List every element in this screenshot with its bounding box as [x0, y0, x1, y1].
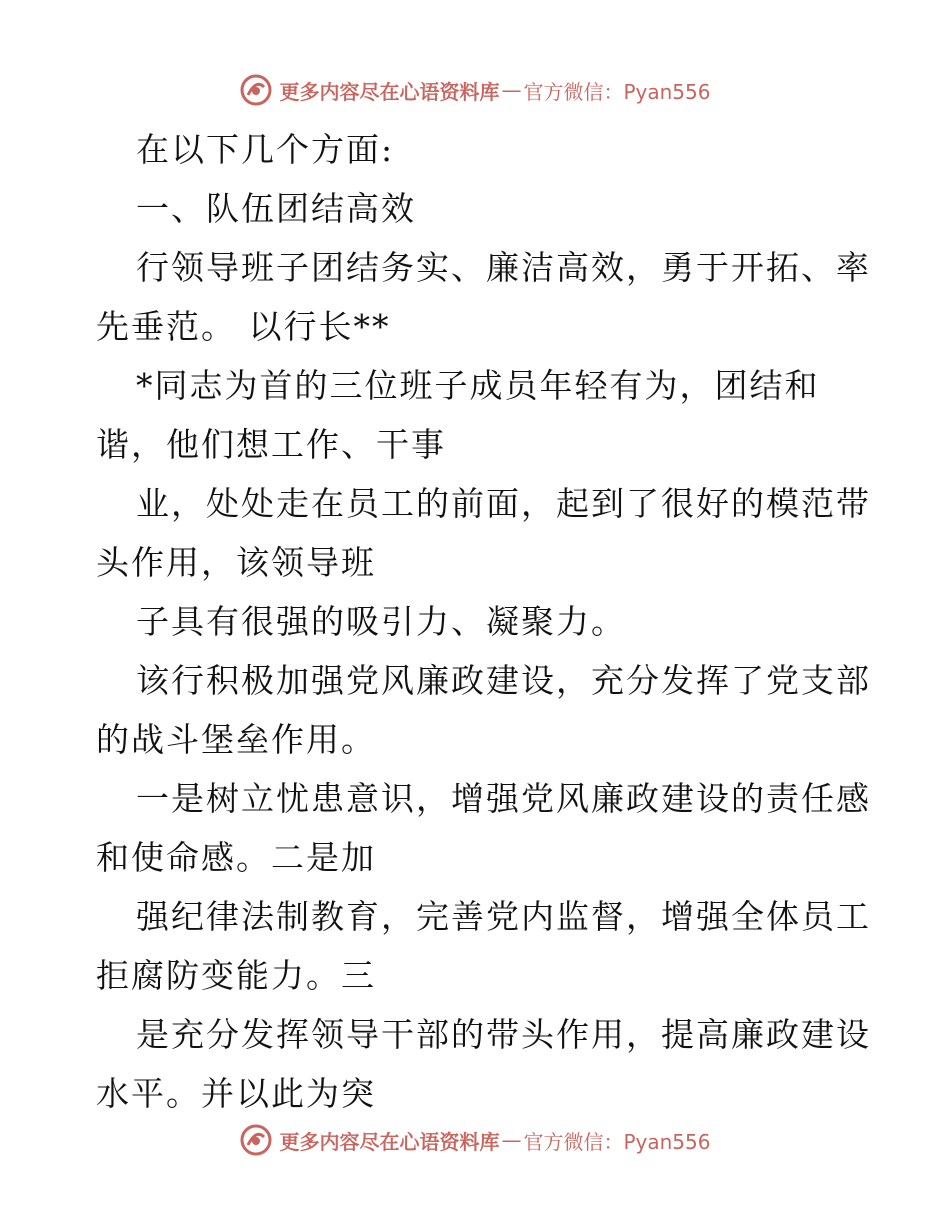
document-body [96, 120, 871, 1123]
text-line: 该行积极加强党风廉政建设，充分发挥了党支部 [136, 661, 871, 700]
footer-watermark-banner [0, 1120, 950, 1160]
banner-brand-text: 更多内容尽在心语资料库 [279, 79, 500, 104]
text-line: 先垂范。 以行长** [96, 307, 391, 346]
text-line: 一是树立忧患意识，增强党风廉政建设的责任感 [136, 779, 871, 818]
text-line: 业，处处走在员工的前面，起到了很好的模范带 [136, 484, 871, 523]
header-watermark-banner [0, 70, 950, 110]
text-line: 和使命感。二是加 [96, 838, 376, 877]
banner-contact-text: 官方微信：Pyan556 [523, 79, 711, 104]
banner-separator: — [501, 78, 522, 102]
text-line: 谐，他们想工作、干事 [96, 425, 446, 464]
text-line: 的战斗堡垒作用。 [96, 720, 376, 759]
text-line: 头作用，该领导班 [96, 543, 376, 582]
text-line: 行领导班子团结务实、廉洁高效，勇于开拓、率 [136, 248, 871, 287]
text-line: 强纪律法制教育，完善党内监督，增强全体员工 [136, 897, 871, 936]
banner-brand-text: 更多内容尽在心语资料库 [279, 1129, 500, 1154]
text-line: 拒腐防变能力。三 [96, 956, 376, 995]
text-line: 是充分发挥领导干部的带头作用，提高廉政建设 [136, 1015, 871, 1054]
text-line: 在以下几个方面: [136, 130, 395, 169]
text-line: *同志为首的三位班子成员年轻有为，团结和 [136, 366, 820, 405]
banner-contact-text: 官方微信：Pyan556 [523, 1129, 711, 1154]
text-line: 水平。并以此为突 [96, 1074, 376, 1113]
logo-icon [239, 73, 273, 107]
logo-icon [239, 1123, 273, 1157]
banner-separator: — [501, 1128, 522, 1152]
text-line: 子具有很强的吸引力、凝聚力。 [136, 602, 626, 641]
text-line: 一、队伍团结高效 [136, 189, 416, 228]
